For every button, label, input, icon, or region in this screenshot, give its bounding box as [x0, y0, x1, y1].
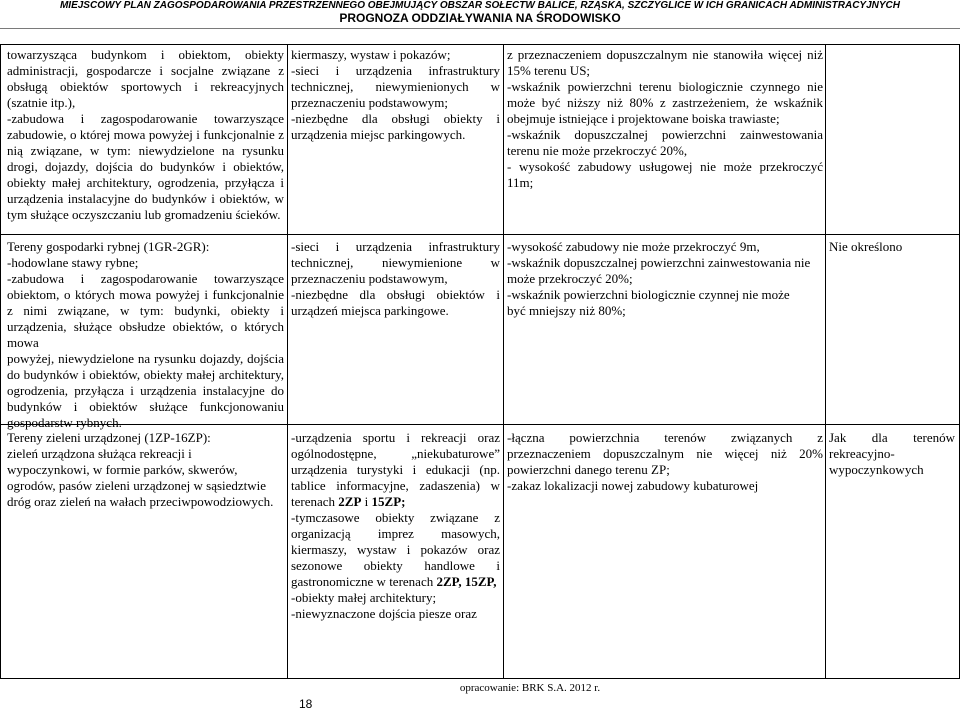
table-cell: towarzysząca budynkom i obiektom, obiekty administracji, gospodarcze i socjalne związane z obsługą obiektów sportowych i rekreacyjnych (szatnie itp.), -zabudowa i zagospodarowanie towarzyszące zabudowie, o której mowa powyżej i funkcjonalnie z nią związane, w tym: niewydzielone na rysunku drogi, dojazdy, dojścia do budynków i obiektów, obiekty małej architektury, ogrodzenia, przyłącza i urządzenia instalacyjne do budynków i obiektów, w tym służące oczyszczaniu lub gromadzeniu ścieków. — [7, 47, 284, 222]
document-header — [0, 0, 960, 26]
table-cell: Tereny gospodarki rybnej (1GR-2GR): -hodowlane stawy rybne; -zabudowa i zagospodarowanie towarzyszące obiektom, o których mowa powyżej i funkcjonalnie z nimi związane, w tym: budynki, obiekty i urządzenia, służące obsłudze obiektów, o których mowa powyżej, niewydzielone na rysunku dojazdy, dojścia do budynków i obiektów, obiekty małej architektury, ogrodzenia, przyłącza i urządzenia instalacyjne do budynków i obiektów służące funkcjonowaniu gospodarstw rybnych. — [7, 239, 284, 430]
table-cell: z przeznaczeniem dopuszczalnym nie stanowiła więcej niż 15% terenu US; -wskaźnik powierzchni terenu biologicznie czynnego nie może być niższy niż 80% z zastrzeżeniem, że wskaźnik obejmuje istniejące i projektowane boiska trawiaste; -wskaźnik dopuszczalnej powierzchni zainwestowania terenu nie może przekroczyć 20%, - wysokość zabudowy usługowej nie może przekroczyć 11m; — [507, 47, 823, 190]
table-row-divider — [0, 44, 960, 45]
document-subtitle: PROGNOZA ODDZIAŁYWANIA NA ŚRODOWISKO — [339, 11, 621, 25]
table-column-divider — [825, 44, 826, 679]
table-row-divider — [0, 234, 960, 235]
table-column-divider — [503, 44, 504, 679]
cell-text: i — [361, 494, 372, 509]
table-cell: kiermaszy, wystaw i pokazów; -sieci i urządzenia infrastruktury technicznej, niewymienionych w przeznaczeniu podstawowym; -niezbędne dla obsługi obiekty i urządzenia miejsc parkingowych. — [291, 47, 500, 142]
cell-text-bold: 15ZP; — [371, 494, 406, 509]
table-cell — [291, 430, 500, 622]
plan-title: MIEJSCOWY PLAN ZAGOSPODAROWANIA PRZESTRZENNEGO OBEJMUJĄCY OBSZAR SOŁECTW BALICE, RZĄSKA, SZCZYGLICE W ICH GRANICACH ADMINISTRACYJNYCH — [59, 0, 901, 11]
cell-text-bold: 2ZP — [338, 494, 362, 509]
cell-text: -obiekty małej architektury; -niewyznaczone dojścia piesze oraz — [291, 590, 477, 621]
cell-text: -urządzenia sportu i rekreacji oraz ogólnodostępne, „niekubaturowe” urządzenia turystyki i edukacji (np. tablice informacyjne, zadaszenia) w terenach — [291, 430, 500, 509]
table-cell: -wysokość zabudowy nie może przekroczyć 9m, -wskaźnik dopuszczalnej powierzchni zainwestowania nie może przekroczyć 20%; -wskaźnik powierzchni biologicznie czynnej nie może być mniejszy niż 80%; — [507, 239, 811, 318]
table-cell: -łączna powierzchnia terenów związanych z przeznaczeniem dopuszczalnym nie więcej niż 20% powierzchni danego terenu ZP; -zakaz lokalizacji nowej zabudowy kubaturowej — [507, 430, 823, 493]
header-rule — [0, 28, 960, 29]
table-border-left — [0, 44, 1, 679]
table-cell: -sieci i urządzenia infrastruktury technicznej, niewymienione w przeznaczeniu podstawowym, -niezbędne dla obsługi obiektów i urządzeń miejsca parkingowe. — [291, 239, 500, 318]
cell-text: -tymczasowe obiekty związane z organizacją imprez masowych, kiermaszy, wystaw i pokazów oraz sezonowe obiekty handlowe i gastronomiczne w terenach — [291, 510, 500, 589]
table-cell: Jak dla terenów rekreacyjno-wypoczynkowych — [829, 430, 955, 477]
credit-text: opracowanie: BRK S.A. 2012 r. — [459, 682, 601, 694]
table-border-bottom — [0, 678, 960, 679]
table-column-divider — [287, 44, 288, 679]
table-cell: Tereny zieleni urządzonej (1ZP-16ZP): zieleń urządzona służąca rekreacji i wypoczynkowi, w formie parków, skwerów, ogrodów, pasów zieleni urządzonej w sąsiedztwie dróg oraz zieleń na wałach przeciwpowodziowych. — [7, 430, 274, 509]
table-cell: Nie określono — [829, 239, 903, 254]
page-number: 18 — [299, 697, 313, 711]
cell-text-bold: 2ZP, 15ZP, — [436, 574, 497, 589]
footer-credit — [0, 682, 960, 694]
